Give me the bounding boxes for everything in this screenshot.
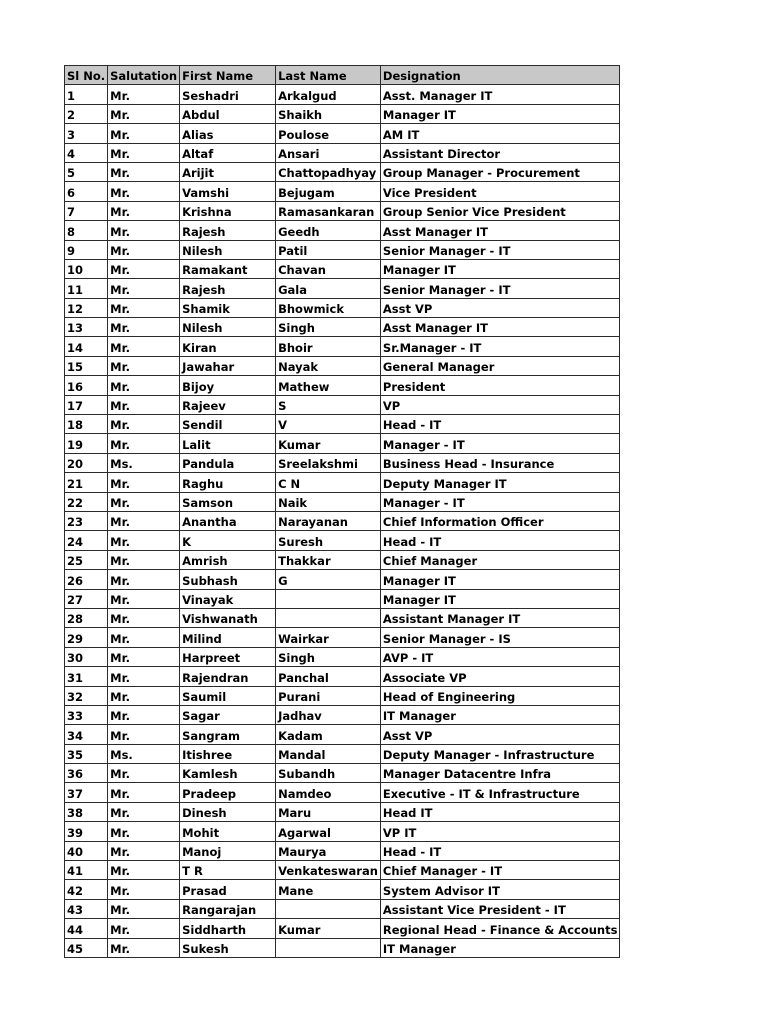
cell-salutation[interactable]: Mr. (108, 880, 180, 899)
cell-sl-no[interactable]: 20 (65, 453, 108, 472)
cell-salutation[interactable]: Mr. (108, 279, 180, 298)
table-row (65, 919, 620, 938)
cell-sl-no[interactable]: 45 (65, 938, 108, 957)
cell-salutation[interactable]: Mr. (108, 647, 180, 666)
header-last-name[interactable]: Last Name (276, 66, 381, 85)
cell-first-name[interactable]: Pandula (180, 453, 276, 472)
table-row (65, 201, 620, 220)
table-row (65, 182, 620, 201)
cell-sl-no[interactable]: 10 (65, 259, 108, 278)
cell-first-name[interactable]: Nilesh (180, 318, 276, 337)
cell-last-name[interactable]: Agarwal (276, 822, 381, 841)
cell-last-name[interactable] (276, 938, 381, 957)
cell-salutation[interactable]: Mr. (108, 473, 180, 492)
cell-first-name[interactable]: Subhash (180, 570, 276, 589)
cell-designation[interactable]: Head - IT (380, 415, 620, 434)
table-row (65, 434, 620, 453)
table-row (65, 647, 620, 666)
cell-last-name[interactable]: Ansari (276, 143, 381, 162)
table-row (65, 395, 620, 414)
spreadsheet-table (64, 65, 620, 958)
cell-last-name[interactable]: G (276, 570, 381, 589)
cell-last-name[interactable]: Chattopadhyay (276, 162, 381, 181)
table-row (65, 744, 620, 763)
cell-last-name[interactable]: Suresh (276, 531, 381, 550)
cell-sl-no[interactable]: 30 (65, 647, 108, 666)
table-row (65, 899, 620, 918)
cell-first-name[interactable]: Jawahar (180, 356, 276, 375)
cell-first-name[interactable]: Samson (180, 492, 276, 511)
header-sl-no[interactable]: Sl No. (65, 66, 108, 85)
table-row (65, 705, 620, 724)
cell-sl-no[interactable]: 41 (65, 861, 108, 880)
cell-salutation[interactable]: Mr. (108, 356, 180, 375)
cell-first-name[interactable]: Manoj (180, 841, 276, 860)
header-designation[interactable]: Designation (380, 66, 620, 85)
cell-first-name[interactable]: Shamik (180, 298, 276, 317)
table-row (65, 162, 620, 181)
cell-last-name[interactable]: Poulose (276, 124, 381, 143)
cell-sl-no[interactable]: 29 (65, 628, 108, 647)
table-row (65, 221, 620, 240)
cell-salutation[interactable]: Mr. (108, 395, 180, 414)
cell-first-name[interactable]: Vishwanath (180, 608, 276, 627)
table-row (65, 473, 620, 492)
cell-salutation[interactable]: Mr. (108, 240, 180, 259)
cell-salutation[interactable]: Ms. (108, 744, 180, 763)
cell-designation[interactable]: Deputy Manager - Infrastructure (380, 744, 620, 763)
cell-first-name[interactable]: Mohit (180, 822, 276, 841)
cell-salutation[interactable]: Ms. (108, 453, 180, 472)
table-row (65, 259, 620, 278)
table-row (65, 861, 620, 880)
cell-first-name[interactable]: Rajendran (180, 667, 276, 686)
cell-last-name[interactable]: Singh (276, 318, 381, 337)
cell-salutation[interactable]: Mr. (108, 628, 180, 647)
cell-first-name[interactable]: K (180, 531, 276, 550)
cell-salutation[interactable]: Mr. (108, 589, 180, 608)
cell-salutation[interactable]: Mr. (108, 531, 180, 550)
cell-sl-no[interactable]: 35 (65, 744, 108, 763)
cell-designation[interactable]: Senior Manager - IT (380, 240, 620, 259)
cell-last-name[interactable]: Naik (276, 492, 381, 511)
table-row (65, 764, 620, 783)
cell-salutation[interactable]: Mr. (108, 162, 180, 181)
cell-first-name[interactable]: Abdul (180, 104, 276, 123)
cell-last-name[interactable]: Jadhav (276, 705, 381, 724)
cell-sl-no[interactable]: 11 (65, 279, 108, 298)
cell-designation[interactable]: Sr.Manager - IT (380, 337, 620, 356)
header-row (65, 66, 620, 85)
cell-first-name[interactable]: Saumil (180, 686, 276, 705)
cell-sl-no[interactable]: 12 (65, 298, 108, 317)
cell-designation[interactable]: VP (380, 395, 620, 414)
table-row (65, 822, 620, 841)
table-row (65, 337, 620, 356)
cell-designation[interactable]: Head - IT (380, 841, 620, 860)
cell-last-name[interactable]: Bejugam (276, 182, 381, 201)
table-row (65, 531, 620, 550)
cell-last-name[interactable]: Gala (276, 279, 381, 298)
cell-salutation[interactable]: Mr. (108, 686, 180, 705)
table-row (65, 570, 620, 589)
cell-designation[interactable]: Manager IT (380, 570, 620, 589)
cell-last-name[interactable]: Patil (276, 240, 381, 259)
cell-sl-no[interactable]: 34 (65, 725, 108, 744)
cell-last-name[interactable]: Subandh (276, 764, 381, 783)
cell-first-name[interactable]: Harpreet (180, 647, 276, 666)
cell-sl-no[interactable]: 38 (65, 802, 108, 821)
cell-designation[interactable]: Manager - IT (380, 434, 620, 453)
cell-salutation[interactable]: Mr. (108, 783, 180, 802)
table-body (65, 85, 620, 958)
cell-designation[interactable]: AM IT (380, 124, 620, 143)
cell-first-name[interactable]: Altaf (180, 143, 276, 162)
table-row (65, 240, 620, 259)
cell-salutation[interactable]: Mr. (108, 919, 180, 938)
cell-designation[interactable]: Group Manager - Procurement (380, 162, 620, 181)
cell-first-name[interactable]: Sagar (180, 705, 276, 724)
cell-designation[interactable]: Manager IT (380, 589, 620, 608)
table-row (65, 628, 620, 647)
cell-salutation[interactable]: Mr. (108, 511, 180, 530)
cell-sl-no[interactable]: 17 (65, 395, 108, 414)
cell-sl-no[interactable]: 18 (65, 415, 108, 434)
cell-designation[interactable]: Assistant Director (380, 143, 620, 162)
cell-designation[interactable]: Asst Manager IT (380, 221, 620, 240)
cell-last-name[interactable]: Singh (276, 647, 381, 666)
cell-last-name[interactable]: Mane (276, 880, 381, 899)
table-row (65, 415, 620, 434)
cell-sl-no[interactable]: 3 (65, 124, 108, 143)
cell-sl-no[interactable]: 19 (65, 434, 108, 453)
cell-last-name[interactable]: S (276, 395, 381, 414)
cell-last-name[interactable] (276, 899, 381, 918)
cell-last-name[interactable]: Arkalgud (276, 85, 381, 104)
cell-last-name[interactable]: V (276, 415, 381, 434)
cell-last-name[interactable]: Namdeo (276, 783, 381, 802)
cell-designation[interactable]: Asst Manager IT (380, 318, 620, 337)
table-row (65, 880, 620, 899)
table-row (65, 376, 620, 395)
cell-sl-no[interactable]: 7 (65, 201, 108, 220)
cell-salutation[interactable]: Mr. (108, 822, 180, 841)
cell-first-name[interactable]: Sukesh (180, 938, 276, 957)
cell-last-name[interactable]: Kumar (276, 919, 381, 938)
cell-sl-no[interactable]: 44 (65, 919, 108, 938)
cell-salutation[interactable]: Mr. (108, 667, 180, 686)
cell-last-name[interactable]: Bhowmick (276, 298, 381, 317)
cell-first-name[interactable]: Kamlesh (180, 764, 276, 783)
cell-last-name[interactable]: Chavan (276, 259, 381, 278)
cell-sl-no[interactable]: 24 (65, 531, 108, 550)
cell-sl-no[interactable]: 42 (65, 880, 108, 899)
cell-first-name[interactable]: Rajeev (180, 395, 276, 414)
cell-salutation[interactable]: Mr. (108, 298, 180, 317)
cell-designation[interactable]: Manager IT (380, 259, 620, 278)
cell-sl-no[interactable]: 1 (65, 85, 108, 104)
cell-designation[interactable]: Deputy Manager IT (380, 473, 620, 492)
cell-last-name[interactable]: Thakkar (276, 550, 381, 569)
table-row (65, 938, 620, 957)
cell-last-name[interactable]: Shaikh (276, 104, 381, 123)
cell-designation[interactable]: Manager - IT (380, 492, 620, 511)
cell-salutation[interactable]: Mr. (108, 318, 180, 337)
cell-first-name[interactable]: Raghu (180, 473, 276, 492)
cell-first-name[interactable]: Alias (180, 124, 276, 143)
cell-first-name[interactable]: Lalit (180, 434, 276, 453)
cell-designation[interactable]: Executive - IT & Infrastructure (380, 783, 620, 802)
cell-last-name[interactable]: Narayanan (276, 511, 381, 530)
cell-sl-no[interactable]: 40 (65, 841, 108, 860)
cell-last-name[interactable]: Venkateswaran (276, 861, 381, 880)
header-first-name[interactable]: First Name (180, 66, 276, 85)
cell-salutation[interactable]: Mr. (108, 201, 180, 220)
cell-salutation[interactable]: Mr. (108, 938, 180, 957)
cell-salutation[interactable]: Mr. (108, 259, 180, 278)
table-row (65, 686, 620, 705)
cell-sl-no[interactable]: 8 (65, 221, 108, 240)
cell-designation[interactable]: Chief Information Officer (380, 511, 620, 530)
table-row (65, 124, 620, 143)
cell-designation[interactable]: Senior Manager - IS (380, 628, 620, 647)
cell-designation[interactable]: Business Head - Insurance (380, 453, 620, 472)
cell-first-name[interactable]: Itishree (180, 744, 276, 763)
table-row (65, 550, 620, 569)
cell-first-name[interactable]: Dinesh (180, 802, 276, 821)
cell-designation[interactable]: Chief Manager (380, 550, 620, 569)
cell-designation[interactable]: Senior Manager - IT (380, 279, 620, 298)
table-row (65, 667, 620, 686)
cell-salutation[interactable]: Mr. (108, 492, 180, 511)
cell-salutation[interactable]: Mr. (108, 434, 180, 453)
cell-sl-no[interactable]: 26 (65, 570, 108, 589)
cell-sl-no[interactable]: 39 (65, 822, 108, 841)
table-row (65, 802, 620, 821)
cell-last-name[interactable]: Panchal (276, 667, 381, 686)
cell-sl-no[interactable]: 27 (65, 589, 108, 608)
cell-designation[interactable]: General Manager (380, 356, 620, 375)
cell-last-name[interactable]: Bhoir (276, 337, 381, 356)
cell-last-name[interactable]: Maurya (276, 841, 381, 860)
table-row (65, 143, 620, 162)
cell-sl-no[interactable]: 37 (65, 783, 108, 802)
cell-salutation[interactable]: Mr. (108, 841, 180, 860)
cell-salutation[interactable]: Mr. (108, 802, 180, 821)
cell-salutation[interactable]: Mr. (108, 337, 180, 356)
cell-designation[interactable]: IT Manager (380, 938, 620, 957)
cell-last-name[interactable]: Sreelakshmi (276, 453, 381, 472)
cell-first-name[interactable]: Rajesh (180, 221, 276, 240)
cell-salutation[interactable]: Mr. (108, 608, 180, 627)
table-row (65, 453, 620, 472)
cell-sl-no[interactable]: 43 (65, 899, 108, 918)
cell-designation[interactable]: Chief Manager - IT (380, 861, 620, 880)
cell-first-name[interactable]: Vinayak (180, 589, 276, 608)
cell-sl-no[interactable]: 5 (65, 162, 108, 181)
cell-first-name[interactable]: Amrish (180, 550, 276, 569)
cell-salutation[interactable]: Mr. (108, 899, 180, 918)
cell-designation[interactable]: AVP - IT (380, 647, 620, 666)
cell-salutation[interactable]: Mr. (108, 705, 180, 724)
cell-sl-no[interactable]: 33 (65, 705, 108, 724)
cell-first-name[interactable]: Rajesh (180, 279, 276, 298)
table-row (65, 725, 620, 744)
cell-sl-no[interactable]: 15 (65, 356, 108, 375)
cell-salutation[interactable]: Mr. (108, 861, 180, 880)
cell-first-name[interactable]: Seshadri (180, 85, 276, 104)
cell-designation[interactable]: Associate VP (380, 667, 620, 686)
table-row (65, 492, 620, 511)
cell-salutation[interactable]: Mr. (108, 415, 180, 434)
cell-sl-no[interactable]: 2 (65, 104, 108, 123)
cell-designation[interactable]: Group Senior Vice President (380, 201, 620, 220)
cell-last-name[interactable]: Kumar (276, 434, 381, 453)
cell-first-name[interactable]: Sangram (180, 725, 276, 744)
cell-designation[interactable]: Vice President (380, 182, 620, 201)
cell-first-name[interactable]: Vamshi (180, 182, 276, 201)
cell-salutation[interactable]: Mr. (108, 570, 180, 589)
cell-designation[interactable]: VP IT (380, 822, 620, 841)
cell-last-name[interactable]: Mandal (276, 744, 381, 763)
table-row (65, 298, 620, 317)
cell-last-name[interactable]: Ramasankaran (276, 201, 381, 220)
cell-designation[interactable]: Asst. Manager IT (380, 85, 620, 104)
cell-salutation[interactable]: Mr. (108, 182, 180, 201)
cell-designation[interactable]: President (380, 376, 620, 395)
cell-sl-no[interactable]: 21 (65, 473, 108, 492)
cell-salutation[interactable]: Mr. (108, 85, 180, 104)
cell-last-name[interactable]: Maru (276, 802, 381, 821)
cell-first-name[interactable]: Pradeep (180, 783, 276, 802)
cell-designation[interactable]: Regional Head - Finance & Accounts (380, 919, 620, 938)
cell-first-name[interactable]: Arijit (180, 162, 276, 181)
table-row (65, 841, 620, 860)
table-row (65, 279, 620, 298)
table-row (65, 783, 620, 802)
cell-salutation[interactable]: Mr. (108, 725, 180, 744)
cell-sl-no[interactable]: 9 (65, 240, 108, 259)
cell-salutation[interactable]: Mr. (108, 221, 180, 240)
cell-designation[interactable]: Asst VP (380, 298, 620, 317)
cell-first-name[interactable]: Nilesh (180, 240, 276, 259)
cell-first-name[interactable]: Siddharth (180, 919, 276, 938)
cell-sl-no[interactable]: 4 (65, 143, 108, 162)
cell-first-name[interactable]: Milind (180, 628, 276, 647)
cell-first-name[interactable]: Kiran (180, 337, 276, 356)
cell-last-name[interactable]: Kadam (276, 725, 381, 744)
cell-salutation[interactable]: Mr. (108, 764, 180, 783)
header-salutation[interactable]: Salutation (108, 66, 180, 85)
cell-salutation[interactable]: Mr. (108, 376, 180, 395)
cell-designation[interactable]: Assistant Manager IT (380, 608, 620, 627)
cell-sl-no[interactable]: 31 (65, 667, 108, 686)
cell-designation[interactable]: Head - IT (380, 531, 620, 550)
cell-designation[interactable]: Manager Datacentre Infra (380, 764, 620, 783)
cell-last-name[interactable]: Geedh (276, 221, 381, 240)
cell-sl-no[interactable]: 36 (65, 764, 108, 783)
cell-last-name[interactable] (276, 608, 381, 627)
cell-last-name[interactable]: Purani (276, 686, 381, 705)
cell-sl-no[interactable]: 22 (65, 492, 108, 511)
cell-sl-no[interactable]: 28 (65, 608, 108, 627)
cell-first-name[interactable]: Bijoy (180, 376, 276, 395)
cell-last-name[interactable]: Wairkar (276, 628, 381, 647)
cell-sl-no[interactable]: 16 (65, 376, 108, 395)
cell-designation[interactable]: Asst VP (380, 725, 620, 744)
cell-designation[interactable]: Head of Engineering (380, 686, 620, 705)
cell-salutation[interactable]: Mr. (108, 550, 180, 569)
table-row (65, 511, 620, 530)
cell-sl-no[interactable]: 23 (65, 511, 108, 530)
cell-salutation[interactable]: Mr. (108, 143, 180, 162)
table-row (65, 104, 620, 123)
cell-designation[interactable]: Head IT (380, 802, 620, 821)
table-row (65, 85, 620, 104)
cell-first-name[interactable]: Ramakant (180, 259, 276, 278)
cell-last-name[interactable]: C N (276, 473, 381, 492)
table-row (65, 608, 620, 627)
cell-sl-no[interactable]: 14 (65, 337, 108, 356)
cell-first-name[interactable]: Prasad (180, 880, 276, 899)
table-row (65, 356, 620, 375)
table-row (65, 589, 620, 608)
cell-first-name[interactable]: T R (180, 861, 276, 880)
cell-sl-no[interactable]: 6 (65, 182, 108, 201)
cell-last-name[interactable]: Mathew (276, 376, 381, 395)
cell-designation[interactable]: Assistant Vice President - IT (380, 899, 620, 918)
cell-sl-no[interactable]: 32 (65, 686, 108, 705)
cell-designation[interactable]: Manager IT (380, 104, 620, 123)
table-row (65, 318, 620, 337)
cell-first-name[interactable]: Krishna (180, 201, 276, 220)
cell-salutation[interactable]: Mr. (108, 104, 180, 123)
cell-designation[interactable]: System Advisor IT (380, 880, 620, 899)
cell-first-name[interactable]: Rangarajan (180, 899, 276, 918)
cell-salutation[interactable]: Mr. (108, 124, 180, 143)
cell-first-name[interactable]: Anantha (180, 511, 276, 530)
cell-last-name[interactable] (276, 589, 381, 608)
cell-sl-no[interactable]: 13 (65, 318, 108, 337)
cell-designation[interactable]: IT Manager (380, 705, 620, 724)
cell-first-name[interactable]: Sendil (180, 415, 276, 434)
cell-sl-no[interactable]: 25 (65, 550, 108, 569)
cell-last-name[interactable]: Nayak (276, 356, 381, 375)
